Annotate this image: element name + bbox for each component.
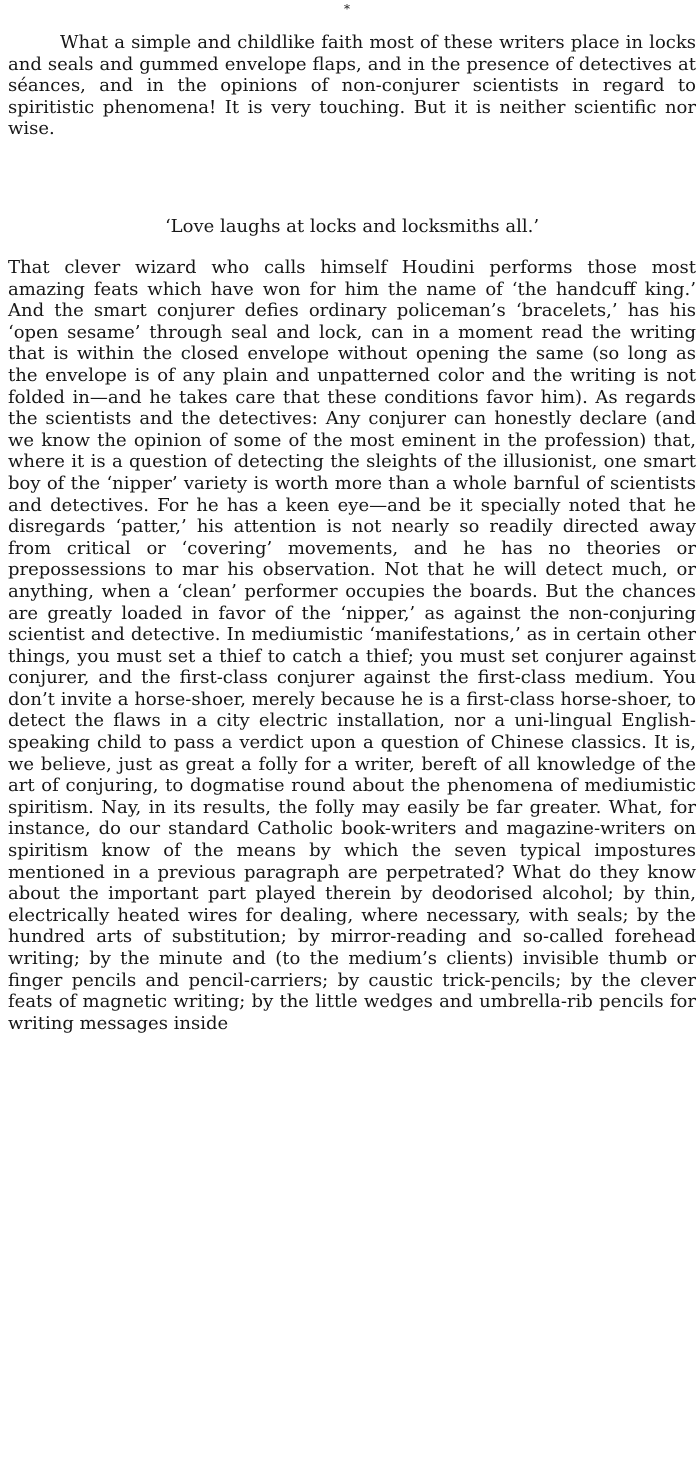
- paragraph-houdini: That clever wizard who calls himself Houdini performs those most amazing feats which have won for him the name of ‘the handcuff king.’ And the smart conjurer defies ordinary policeman’s ‘bracelets,’ has his ‘open sesame’ through seal and lock, can in a moment read the writing that is within the closed envelope without opening the same (so long as the envelope is of any plain and unpatterned color and the writing is not folded in—and he takes care that these conditions favor him). As regards the scientists and the detectives: Any conjurer can honestly declare (and we know the opinion of some of the most eminent in the profession) that, where it is a question of detecting the sleights of the illusionist, one smart boy of the ‘nipper’ variety is worth more than a whole barnful of scientists and detectives. For he has a keen eye—and be it specially noted that he disregards ‘patter,’ his attention is not nearly so readily directed away from critical or ‘covering’ movements, and he has no theories or prepossessions to mar his observation. Not that he will detect much, or anything, when a ‘clean’ performer occupies the boards. But the chances are greatly loaded in favor of the ‘nipper,’ as against the non-conjuring scientist and detective. In mediumistic ‘manifestations,’ as in certain other things, you must set a thief to catch a thief; you must set conjurer against conjurer, and the first-class conjurer against the first-class medium. You don’t invite a horse-shoer, merely because he is a first-class horse-shoer, to detect the flaws in a city electric installation, nor a uni-lingual English-speaking child to pass a verdict upon a question of Chinese classics. It is, we believe, just as great a folly for a writer, bereft of all knowledge of the art of conjuring, to dogmatise round about the phenomena of mediumistic spiritism. Nay, in its results, the folly may easily be far greater. What, for instance, do our standard Catholic book-writers and magazine-writers on spiritism know of the means by which the seven typical impostures mentioned in a previous paragraph are perpetrated? What do they know about the important part played therein by deodorised alcohol; by thin, electrically heated wires for dealing, where necessary, with seals; by the hundred arts of substitution; by mirror-reading and so-called forehead writing; by the minute and (to the medium’s clients) invisible thumb or finger pencils and pencil-carriers; by caustic trick-pencils; by the clever feats of magnetic writing; by the little wedges and umbrella-rib pencils for writing messages inside: [8, 257, 696, 1034]
- paragraph-faith: What a simple and childlike faith most of these writers place in locks and seals and gummed envelope flaps, and in the presence of detectives at séances, and in the opinions of non-conjurer scientists in regard to spiritistic phenomena! It is very touching. But it is neither scientific nor wise.: [8, 32, 696, 140]
- quote-line: ‘Love laughs at locks and locksmiths all.’: [164, 216, 540, 237]
- header-mark: *: [344, 2, 350, 16]
- document-page: [8, 0, 696, 1469]
